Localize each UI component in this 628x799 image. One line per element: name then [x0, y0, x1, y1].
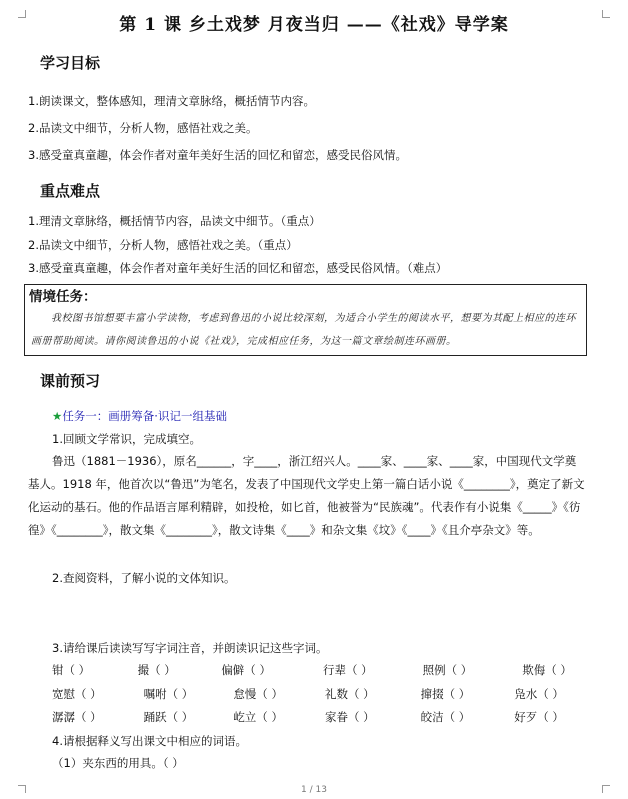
question-3: 3.请给课后读读写写字词注音，并朗读识记这些字词。 — [52, 641, 328, 655]
section-heading-goals — [38, 52, 102, 75]
star-icon: ★ — [52, 409, 63, 423]
goal-item-3: 3.感受童真童趣，体会作者对童年美好生活的回忆和留恋，感受民俗风情。 — [28, 148, 407, 162]
section-heading-key-points-text: 重点难点 — [40, 182, 101, 200]
section-heading-preview — [38, 370, 102, 393]
goal-item-1: 1.朗读课文，整体感知，理清文章脉络，概括情节内容。 — [28, 94, 315, 108]
word-item: 欺侮（ ） — [522, 663, 572, 677]
word-item: 礼数（ ） — [324, 687, 375, 701]
scenario-task-heading: 情境任务： — [29, 289, 97, 305]
word-item: 嘱咐（ ） — [143, 687, 194, 701]
page-number: 1 / 13 — [301, 785, 327, 795]
scenario-task-box — [24, 284, 587, 356]
task-one-label — [52, 408, 227, 424]
question-1: 1.回顾文学常识，完成填空。 — [52, 432, 201, 446]
question-2: 2.查阅资料，了解小说的文体知识。 — [52, 571, 236, 585]
key-point-item-1: 1.理清文章脉络，概括情节内容，品读文中细节。（重点） — [28, 214, 321, 228]
word-item: 踊跃（ ） — [143, 710, 194, 724]
section-heading-key-points — [38, 180, 102, 203]
word-item: 屹立（ ） — [233, 710, 283, 724]
word-item: 钳（ ） — [52, 663, 91, 677]
word-item: 行辈（ ） — [322, 663, 373, 677]
goal-item-2: 2.品读文中细节，分析人物，感悟社戏之美。 — [28, 121, 258, 135]
section-heading-preview-text: 课前预习 — [40, 372, 101, 390]
section-heading-goals-text: 学习目标 — [40, 54, 101, 72]
word-item: 凫水（ ） — [514, 687, 564, 701]
word-row-1 — [52, 662, 592, 678]
word-item: 照例（ ） — [422, 663, 473, 677]
word-item: 皎洁（ ） — [420, 710, 471, 724]
word-item: 潺潺（ ） — [52, 710, 102, 724]
scenario-task-body: 我校图书馆想要丰富小学读物，考虑到鲁迅的小说比较深刻，为适合小学生的阅读水平，想要为其配上相应的连环画册帮助阅读。请你阅读鲁迅的小说《社戏》，完成相应任务，为这一篇文章绘制连环画册。 — [31, 313, 576, 347]
key-point-item-2: 2.品读文中细节，分析人物，感悟社戏之美。（重点） — [28, 238, 298, 252]
word-item: 家眷（ ） — [324, 710, 375, 724]
word-row-3 — [52, 709, 592, 725]
question-4-item-1: （1）夹东西的用具。（ ） — [52, 756, 184, 770]
word-item: 好歹（ ） — [514, 710, 564, 724]
word-item: 怠慢（ ） — [233, 687, 283, 701]
key-point-item-3: 3.感受童真童趣，体会作者对童年美好生活的回忆和留恋，感受民俗风情。（难点） — [28, 261, 448, 275]
word-item: 撮（ ） — [137, 663, 176, 677]
word-row-2 — [52, 686, 592, 702]
question-4: 4.请根据释义写出课文中相应的词语。 — [52, 734, 247, 748]
word-item: 偏僻（ ） — [221, 663, 271, 677]
task-one-text: 任务一：画册筹备·识记一组基础 — [62, 409, 227, 423]
question-1-paragraph: 鲁迅（1881－1936），原名______，字____，浙江绍兴人。____家、____家、____家，中国现代文学奠基人。1918 年，他首次以“鲁迅”为笔名，发表了中国现代文学史上第一篇白话小说《________》，奠定了新文化运动的基石。他的作品语言犀利精辟，如投枪，如匕首，他被誉为“民族魂”。代表作有小说集《_____》《彷徨》《________》，散文集《________》，散文诗集《____》和杂文集《坟》《____》《且介亭杂文》等。 — [28, 454, 585, 537]
page-title: 第 1 课 乡土戏梦 月夜当归 ——《社戏》导学案 — [119, 15, 509, 35]
word-item: 撺掇（ ） — [420, 687, 471, 701]
word-item: 宽慰（ ） — [52, 687, 102, 701]
